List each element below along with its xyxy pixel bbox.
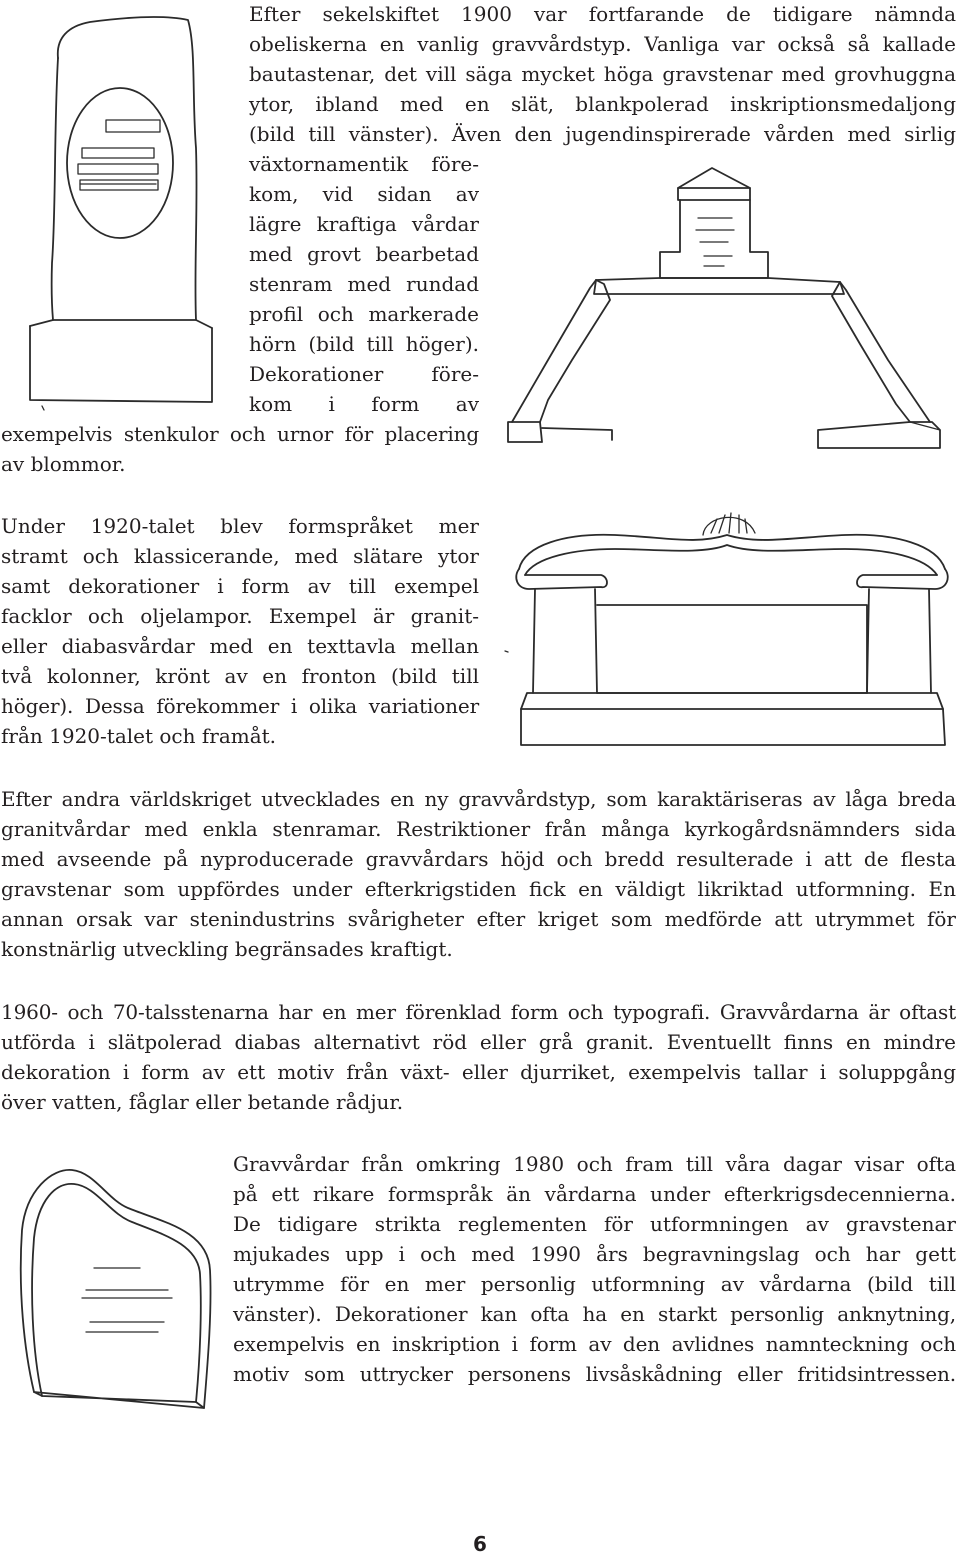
- paragraph-4-line: utförda i slätpolerad diabas alternativt röd eller grå granit. Eventuellt finns en mindre: [1, 1030, 956, 1054]
- paragraph-1-line: lägre kraftiga vårdar: [249, 212, 479, 236]
- paragraph-1-line: bautastenar, det vill säga mycket höga gravstenar med grovhuggna: [249, 62, 956, 86]
- bautasten-sketch-icon: [20, 8, 220, 408]
- paragraph-3-line: konstnärlig utveckling begränsades kraftigt.: [1, 937, 453, 961]
- column-fronton-stone-sketch-icon: [505, 505, 960, 755]
- paragraph-1-line: Efter sekelskiftet 1900 var fortfarande de tidigare nämnda: [249, 2, 956, 26]
- paragraph-2-line: eller diabasvårdar med en texttavla mellan: [1, 634, 479, 658]
- paragraph-5-line: Gravvårdar från omkring 1980 och fram till våra dagar visar ofta: [233, 1152, 956, 1176]
- paragraph-2-line: höger). Dessa förekommer i olika variationer: [1, 694, 479, 718]
- paragraph-1-line: profil och markerade: [249, 302, 479, 326]
- paragraph-5-line: exempelvis en inskription i form av den avlidnes namnteckning och: [233, 1332, 956, 1356]
- paragraph-5-line: utrymme för en mer personlig utformning av vårdarna (bild till: [233, 1272, 956, 1296]
- paragraph-1-line: växtornamentik före-: [249, 152, 479, 176]
- paragraph-1-line: kom, vid sidan av: [249, 182, 479, 206]
- paragraph-1-line: stenram med rundad: [249, 272, 479, 296]
- modern-rounded-stone-sketch-icon: [12, 1160, 222, 1420]
- paragraph-3-line: Efter andra världskriget utvecklades en ny gravvårdstyp, som karaktäriseras av låga breda: [1, 787, 956, 811]
- page-number: 6: [473, 1532, 487, 1556]
- paragraph-3-line: gravstenar som uppfördes under efterkrigstiden fick en väldigt likriktad utformning. En: [1, 877, 956, 901]
- paragraph-3-line: med avseende på nyproducerade gravvårdars höjd och bredd resulterade i att de flesta: [1, 847, 956, 871]
- paragraph-4-line: 1960- och 70-talsstenarna har en mer förenklad form och typografi. Gravvårdarna är oftast: [1, 1000, 956, 1024]
- paragraph-5-line: motiv som uttrycker personens livsåskådning eller fritidsintressen.: [233, 1362, 956, 1386]
- paragraph-5-line: De tidigare strikta reglementen för utformningen av gravstenar: [233, 1212, 956, 1236]
- paragraph-5-line: på ett rikare formspråk än vårdarna under efterkrigsdecennierna.: [233, 1182, 956, 1206]
- paragraph-1-line: (bild till vänster). Även den jugendinspirerade vården med sirlig: [249, 122, 956, 146]
- paragraph-5-line: mjukades upp i och med 1990 års begravningslag och har gett: [233, 1242, 956, 1266]
- paragraph-4-line: dekoration i form av ett motiv från växt- eller djurriket, exempelvis tallar i soluppgång: [1, 1060, 956, 1084]
- paragraph-4-line: över vatten, fåglar eller betande rådjur.: [1, 1090, 404, 1114]
- paragraph-2-line: två kolonner, krönt av en fronton (bild till: [1, 664, 479, 688]
- paragraph-3-line: annan orsak var stenindustrins svårigheter efter kriget som medförde att utrymmet för: [1, 907, 956, 931]
- paragraph-1-line: obeliskerna en vanlig gravvårdstyp. Vanliga var också så kallade: [249, 32, 956, 56]
- paragraph-1-line: Dekorationer före-: [249, 362, 479, 386]
- paragraph-1-line: av blommor.: [1, 452, 126, 476]
- paragraph-1-line: exempelvis stenkulor och urnor för placering: [1, 422, 479, 446]
- paragraph-1-line: ytor, ibland med en slät, blankpolerad inskriptionsmedaljong: [249, 92, 956, 116]
- paragraph-1-line: hörn (bild till höger).: [249, 332, 479, 356]
- paragraph-2-line: Under 1920-talet blev formspråket mer: [1, 514, 479, 538]
- paragraph-1-line: med grovt bearbetad: [249, 242, 479, 266]
- paragraph-2-line: samt dekorationer i form av till exempel: [1, 574, 479, 598]
- paragraph-3-line: granitvårdar med enkla stenramar. Restriktioner från många kyrkogårdsnämnders sida: [1, 817, 956, 841]
- paragraph-2-line: facklor och oljelampor. Exempel är granit-: [1, 604, 479, 628]
- paragraph-2-line: stramt och klassicerande, med slätare ytor: [1, 544, 479, 568]
- jugend-grave-frame-sketch-icon: [500, 160, 960, 460]
- paragraph-1-line: kom i form av: [249, 392, 479, 416]
- paragraph-5-line: vänster). Dekorationer kan ofta ha en starkt personlig anknytning,: [233, 1302, 956, 1326]
- paragraph-2-line: från 1920-talet och framåt.: [1, 724, 277, 748]
